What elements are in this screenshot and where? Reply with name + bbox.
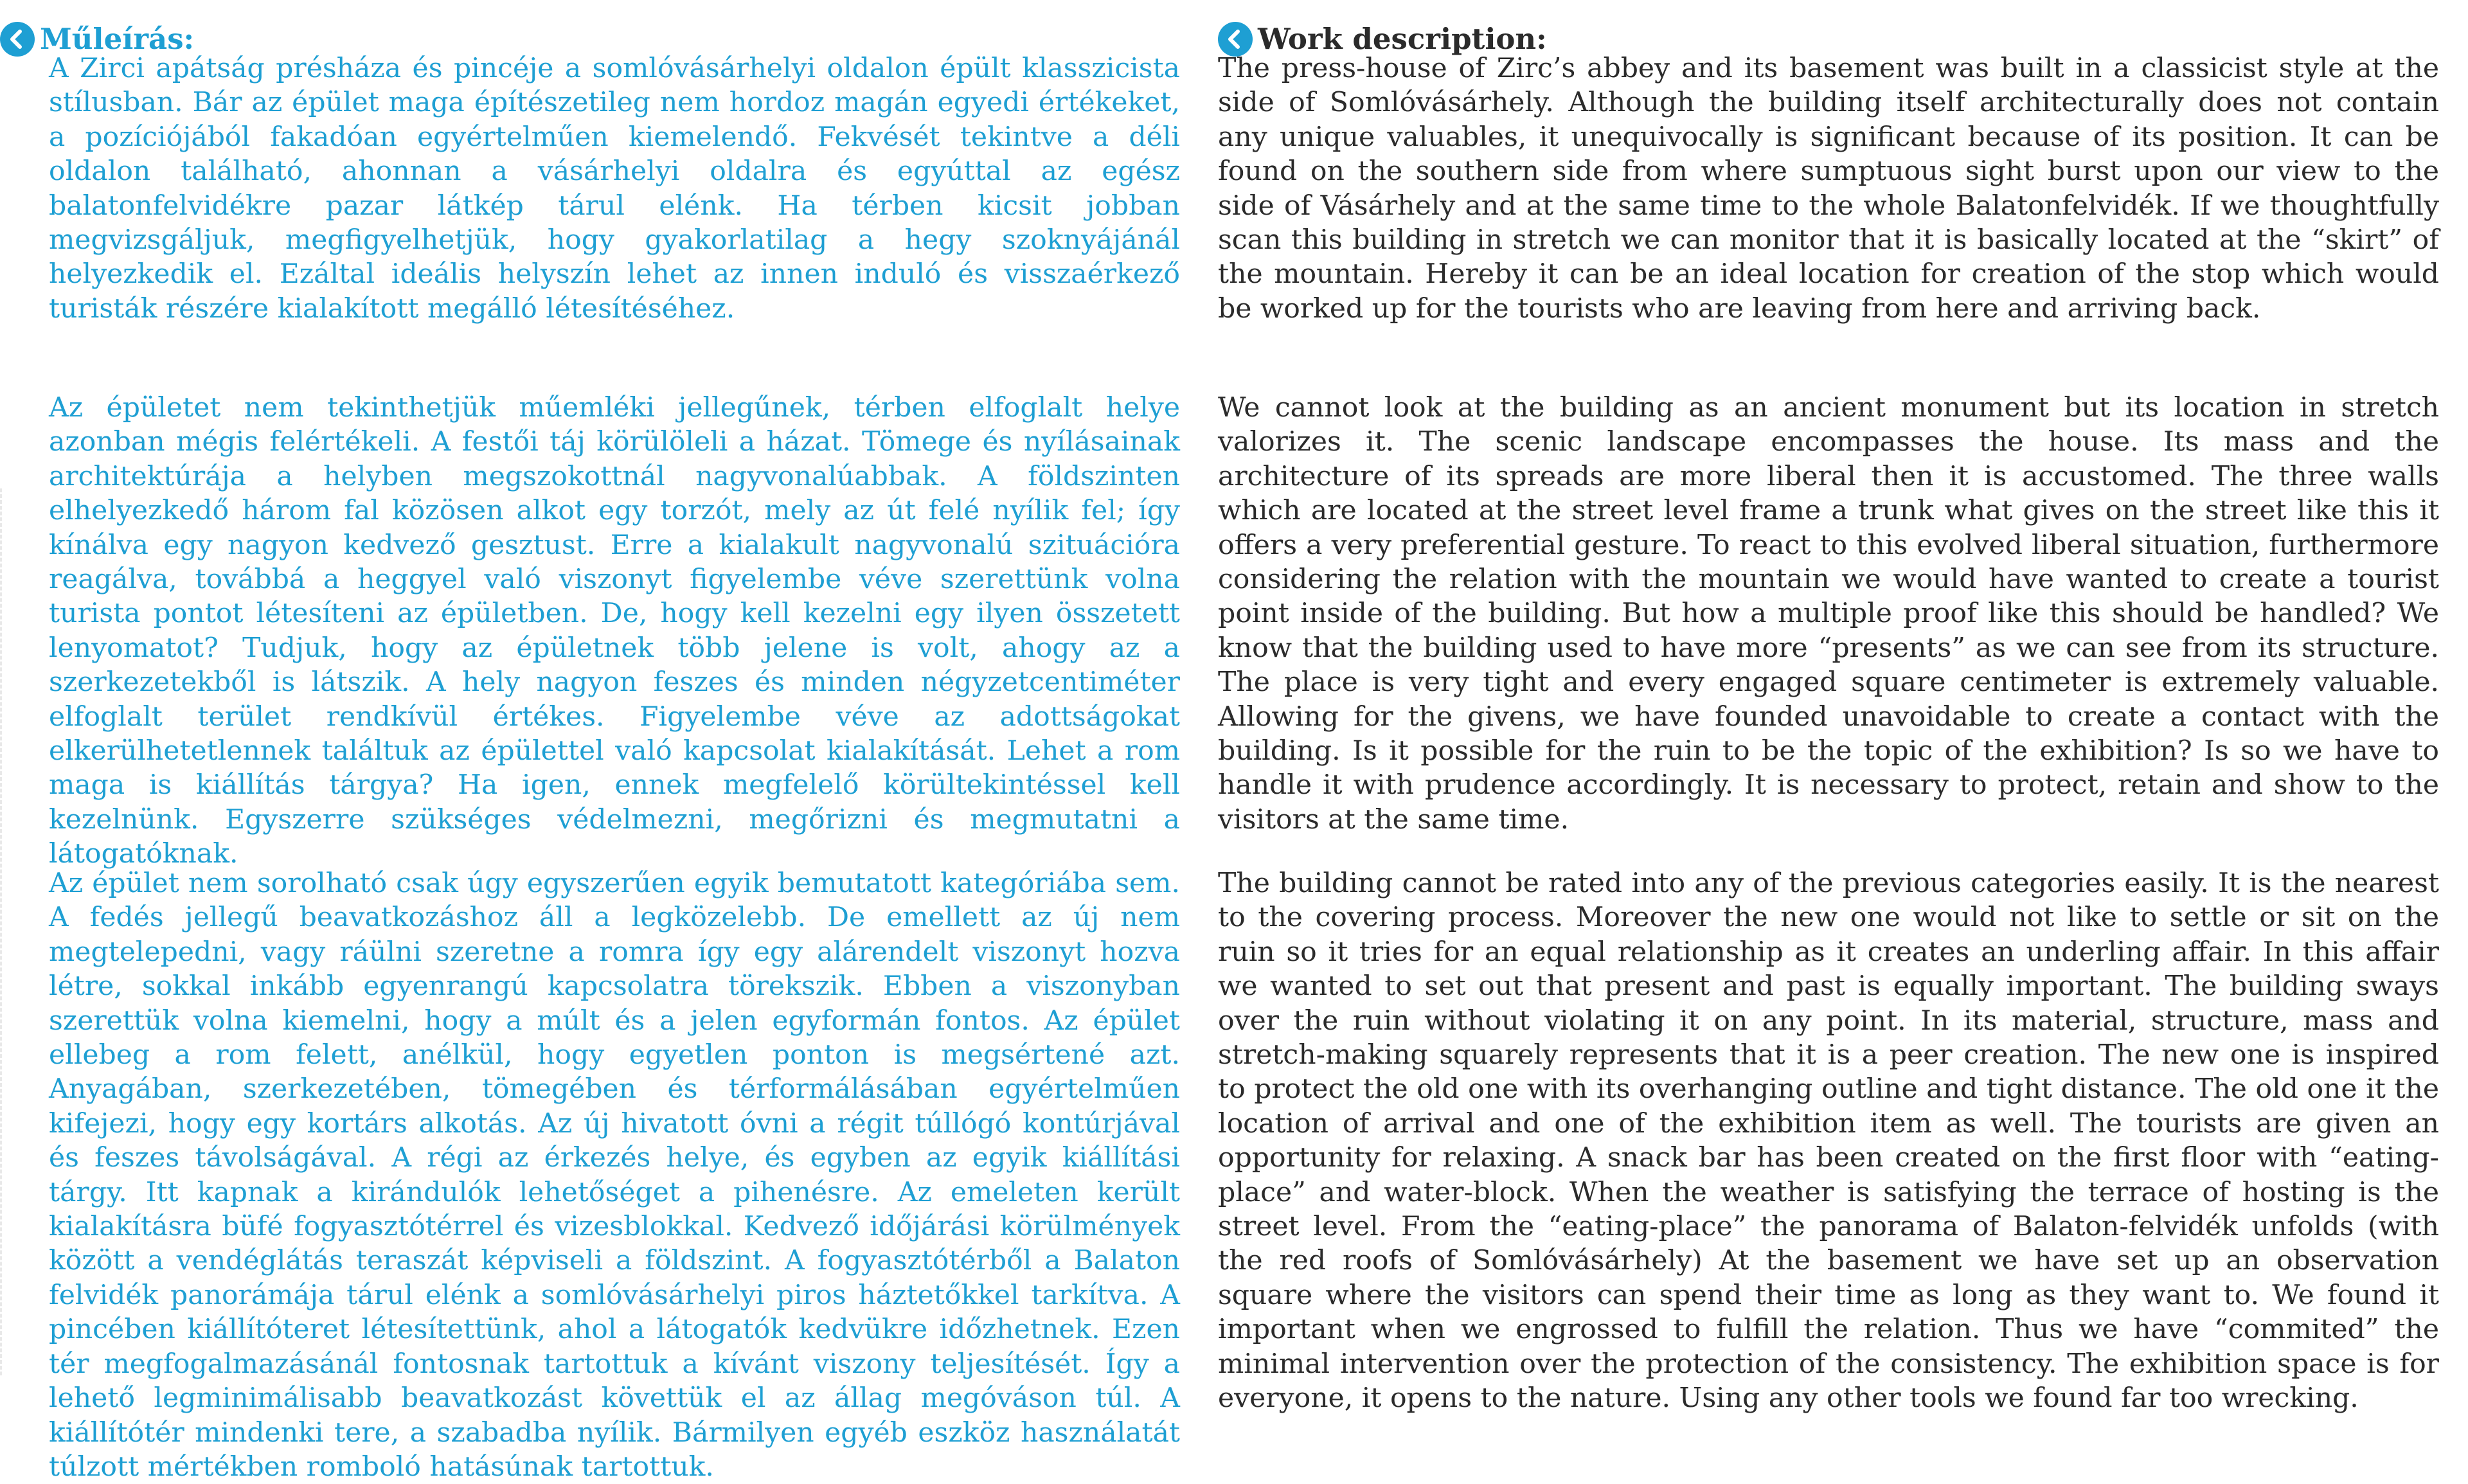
page-title-english: Work description:	[1258, 22, 1547, 56]
english-paragraph-2: We cannot look at the building as an ancient monument but its location in stretch valorizes it. The scenic landscape encompasses the house. Its mass and the architecture of its spreads are more liberal then it is accustomed. The three walls which are located at the street level frame a trunk what gives on the street like this it offers a very preferential gesture. To react to this evolved liberal situation, furthermore considering the relation with the mountain we would have wanted to create a tourist point inside of the building. But how a multiple proof like this should be handled? We know that the building used to have more “presents” as we can see from its structure. The place is very tight and every engaged square centimeter is extremely valuable. Allowing for the givens, we have founded unavoidable to create a contact with the building. Is it possible for the ruin to be the topic of the exhibition? Is so we have to handle it with prudence accordingly. It is necessary to protect, retain and show to the visitors at the same time.	[1218, 392, 2439, 836]
hungarian-paragraph-3: Az épület nem sorolható csak úgy egyszerűen egyik bemutatott kategóriába sem. A fedés jellegű beavatkozáshoz áll a legközelebb. De emellett az új nem megtelepedni, vagy ráülni szeretne a romra így egy alárendelt viszonyt hozva létre, sokkal inkább egyenrangú kapcsolatra törekszik. Ebben a viszonyban szerettük volna kiemelni, hogy a múlt és a jelen egyformán fontos. Az épület ellebeg a rom felett, anélkül, hogy egyetlen ponton is megsértené azt. Anyagában, szerkezetében, tömegében és térformálásában egyértelműen kifejezi, hogy egy kortárs alkotás. Az új hivatott óvni a régit túllógó kontúrjával és feszes távolságával. A régi az érkezés helye, és egyben az egyik kiállítási tárgy. Itt kapnak a kirándulók lehetőséget a pihenésre. Az emeleten került kialakításra büfé fogyasztótérrel és vizesblokkal. Kedvező időjárási körülmények között a vendéglátás teraszát képviseli a földszint. A fogyasztótérből a Balaton felvidék panorámája tárul elénk a somlóvásárhelyi piros háztetőkkel tarkítva. A pincében kiállítóteret létesítettünk, ahol a látogatók kedvükre időzhetnek. Ezen tér megfogalmazásánál fontosnak tartottuk a kívánt viszony teljesítését. Így a lehető legminimálisabb beavatkozást követtük el az állag megóváson túl. A kiállítótér mindenki tere, a szabadba nyílik. Bármilyen egyéb eszköz használatát túlzott mértékben romboló hatásúnak tartottuk.	[49, 868, 1180, 1483]
back-button-hu[interactable]	[0, 22, 35, 57]
english-column	[1218, 12, 2439, 1415]
english-paragraph-3: The building cannot be rated into any of the previous categories easily. It is the nearest to the covering process. Moreover the new one would not like to settle or sit on the ruin so it tries for an equal relationship as it creates an underling affair. In this affair we wanted to set out that present and past is equally important. The building sways over the ruin without violating it on any point. In its material, structure, mass and stretch-making squarely represents that it is a peer creation. The new one is inspired to protect the old one with its overhanging outline and tight distance. The old one it the location of arrival and one of the exhibition item as well. The tourists are given an opportunity for relaxing. A snack bar has been created on the first floor with “eating-place” and water-block. When the weather is satisfying the terrace of hosting is the street level. From the “eating-place” the panorama of Balaton-felvidék unfolds (with the red roofs of Somlóvásárhely) At the basement we have set up an observation square where the visitors can spend their time as long as they want to. We found it important when we engrossed to fulfill the relation. Thus we have “commited” the minimal intervention over the protection of the consistency. The exhibition space is for everyone, it opens to the nature. Using any other tools we found far too wrecking.	[1218, 868, 2439, 1415]
chevron-left-icon	[0, 22, 35, 57]
hungarian-paragraph-1: A Zirci apátság présháza és pincéje a somlóvásárhelyi oldalon épült klasszicista stílusban. Bár az épület maga építészetileg nem hordoz magán egyedi értékeket, a pozíciójából fakadóan egyértelműen kiemelendő. Fekvését tekintve a déli oldalon található, ahonnan a vásárhelyi oldalra és egyúttal az egész balatonfelvidékre pazar látkép tárul elénk. Ha térben kicsit jobban megvizsgáljuk, megfigyelhetjük, hogy gyakorlatilag a hegy szoknyájánál helyezkedik el. Ezáltal ideális helyszín lehet az innen induló és visszaérkező turisták részére kialakított megálló létesítéséhez.	[49, 53, 1180, 325]
hungarian-column	[0, 12, 1186, 1483]
page-title-hungarian: Műleírás:	[40, 22, 195, 56]
hungarian-paragraph-2: Az épületet nem tekinthetjük műemléki jellegűnek, térben elfoglalt helye azonban mégis felértékeli. A festői táj körülöleli a házat. Tömege és nyílásainak architektúrája a helyben megszokottnál nagyvonalúabbak. A földszinten elhelyezkedő három fal közösen alkot egy torzót, mely az út felé nyílik fel; így kínálva egy nagyon kedvező gesztust. Erre a kialakult nagyvonalú szituációra reagálva, továbbá a heggyel való viszonyt figyelembe véve szerettünk volna turista pontot létesíteni az épületben. De, hogy kell kezelni egy ilyen összetett lenyomatot? Tudjuk, hogy az épületnek több jelene is volt, ahogy az a szerkezetekből is látszik. A hely nagyon feszes és minden négyzetcentiméter elfoglalt terület rendkívül értékes. Figyelembe véve az adottságokat elkerülhetetlennek találtuk az épülettel való kapcsolat kialakítását. Lehet a rom maga is kiállítás tárgya? Ha igen, ennek megfelelő körültekintéssel kell kezelnünk. Egyszerre szükséges védelmezni, megőrizni és megmutatni a látogatóknak.	[49, 392, 1180, 870]
english-paragraph-1: The press-house of Zirc’s abbey and its basement was built in a classicist style at the side of Somlóvásárhely. Although the building itself architecturally does not contain any unique valuables, it unequivocally is significant because of its position. It can be found on the southern side from where sumptuous sight burst upon our view to the side of Vásárhely and at the same time to the whole Balatonfelvidék. If we thoughtfully scan this building in stretch we can monitor that it is basically located at the “skirt” of the mountain. Hereby it can be an ideal location for creation of the stop which would be worked up for the tourists who are leaving from here and arriving back.	[1218, 53, 2439, 325]
